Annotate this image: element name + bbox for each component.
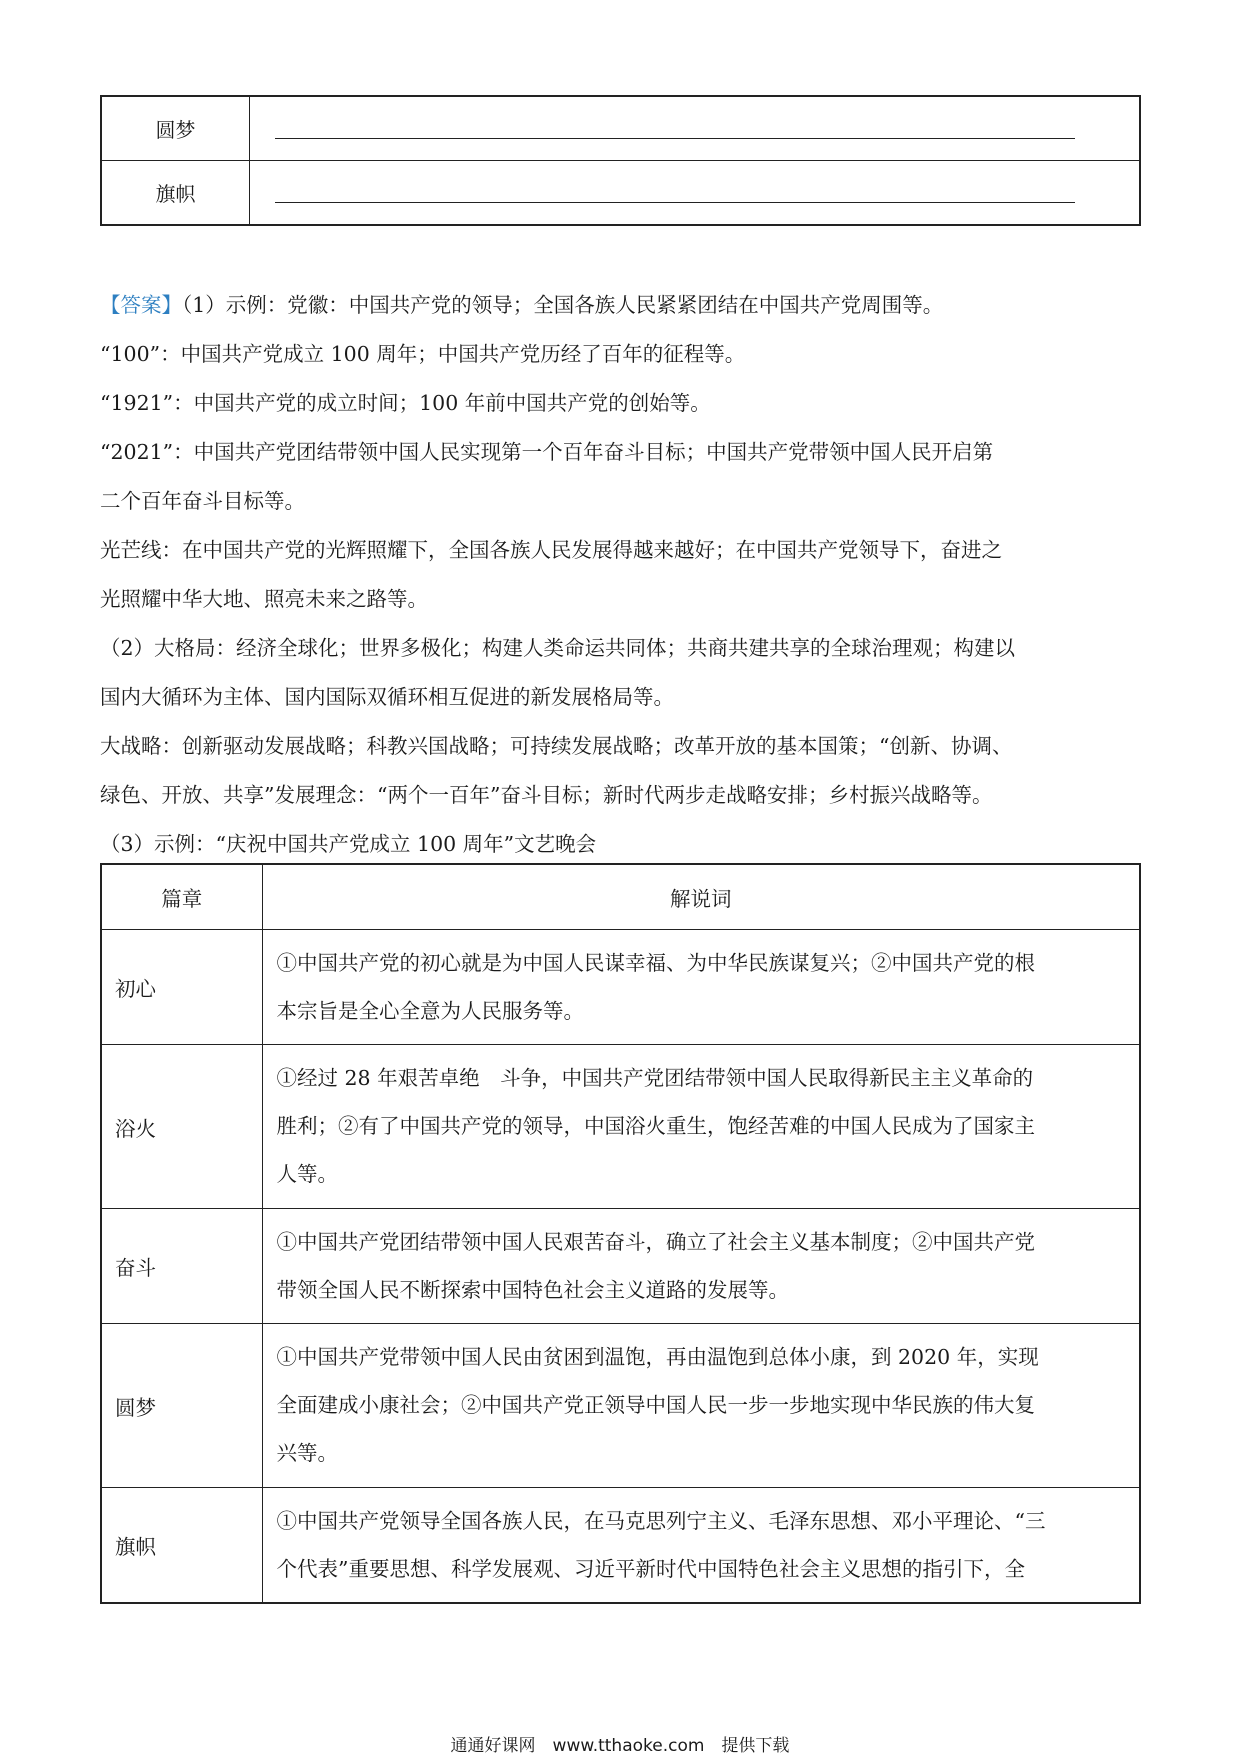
chapter-cell: 旗帜 [101,1488,262,1604]
answer-line: 国内大循环为主体、国内国际双循环相互促进的新发展格局等。 [100,685,674,709]
table-row [101,1488,1140,1604]
chapter-cell: 初心 [101,930,262,1045]
commentary-cell [262,1488,1140,1604]
table-header-row [101,864,1140,930]
chapter-cell: 浴火 [101,1045,262,1209]
chapter-cell: 圆梦 [101,1324,262,1488]
table-row [101,930,1140,1045]
commentary-line: 个代表”重要思想、科学发展观、习近平新时代中国特色社会主义思想的指引下，全 [276,1557,1025,1581]
commentary-line: 兴等。 [276,1441,338,1465]
fill-in-table [100,95,1141,226]
chapter-label: 旗帜 [101,161,250,226]
commentary-line: 全面建成小康社会；②中国共产党正领导中国人民一步一步地实现中华民族的伟大复 [276,1393,1035,1417]
answer-section [100,281,1145,869]
commentary-line: 胜利；②有了中国共产党的领导，中国浴火重生，饱经苦难的中国人民成为了国家主 [276,1114,1035,1138]
footer-source: 通通好课网 www.tthaoke.com 提供下载 [450,1736,790,1756]
answer-line: 绿色、开放、共享”发展理念：“两个一百年”奋斗目标；新时代两步走战略安排；乡村振兴战略等。 [100,783,993,807]
commentary-line: ①经过 28 年艰苦卓绝 斗争，中国共产党团结带领中国人民取得新民主主义革命的 [276,1066,1034,1090]
commentary-cell [262,1209,1140,1324]
commentary-line: ①中国共产党领导全国各族人民，在马克思列宁主义、毛泽东思想、邓小平理论、“三 [276,1509,1046,1533]
commentary-line: ①中国共产党带领中国人民由贫困到温饱，再由温饱到总体小康，到 2020 年，实现 [276,1345,1039,1369]
commentary-cell [262,1324,1140,1488]
table-row [101,1045,1140,1209]
underline [275,138,1075,139]
answer-tag: 【答案】 [100,293,182,317]
answer-line: “100”：中国共产党成立 100 周年；中国共产党历经了百年的征程等。 [100,342,746,366]
commentary-line: ①中国共产党团结带领中国人民艰苦奋斗，确立了社会主义基本制度；②中国共产党 [276,1230,1035,1254]
answer-blank [250,96,1141,161]
commentary-line: 本宗旨是全心全意为人民服务等。 [276,999,584,1023]
answer-line: “1921”：中国共产党的成立时间；100 年前中国共产党的创始等。 [100,391,711,415]
column-header-commentary: 解说词 [262,864,1140,930]
commentary-cell [262,1045,1140,1209]
underline [275,202,1075,203]
column-header-chapter: 篇章 [101,864,262,930]
answer-blank [250,161,1141,226]
table-row [101,1324,1140,1488]
commentary-line: ①中国共产党的初心就是为中国人民谋幸福、为中华民族谋复兴；②中国共产党的根 [276,951,1035,975]
chapter-cell: 奋斗 [101,1209,262,1324]
commentary-line: 人等。 [276,1162,338,1186]
answer-line: 【答案】（1）示例：党徽：中国共产党的领导；全国各族人民紧紧团结在中国共产党周围等。 [100,293,944,317]
answer-line: “2021”：中国共产党团结带领中国人民实现第一个百年奋斗目标；中国共产党带领中国人民开启第 [100,440,994,464]
table-row [101,161,1140,226]
commentary-cell [262,930,1140,1045]
answer-line: （2）大格局：经济全球化；世界多极化；构建人类命运共同体；共商共建共享的全球治理观；构建以 [100,636,1016,660]
answer-line: 大战略：创新驱动发展战略；科教兴国战略；可持续发展战略；改革开放的基本国策；“创新、协调、 [100,734,1013,758]
answer-line: 二个百年奋斗目标等。 [100,489,305,513]
chapter-label: 圆梦 [101,96,250,161]
answer-line: 光照耀中华大地、照亮未来之路等。 [100,587,428,611]
table-row [101,1209,1140,1324]
commentary-line: 带领全国人民不断探索中国特色社会主义道路的发展等。 [276,1278,789,1302]
answer-line: （3）示例：“庆祝中国共产党成立 100 周年”文艺晚会 [100,832,597,856]
answer-line: 光芒线：在中国共产党的光辉照耀下，全国各族人民发展得越来越好；在中国共产党领导下，奋进之 [100,538,1002,562]
commentary-table [100,863,1141,1604]
table-row [101,96,1140,161]
